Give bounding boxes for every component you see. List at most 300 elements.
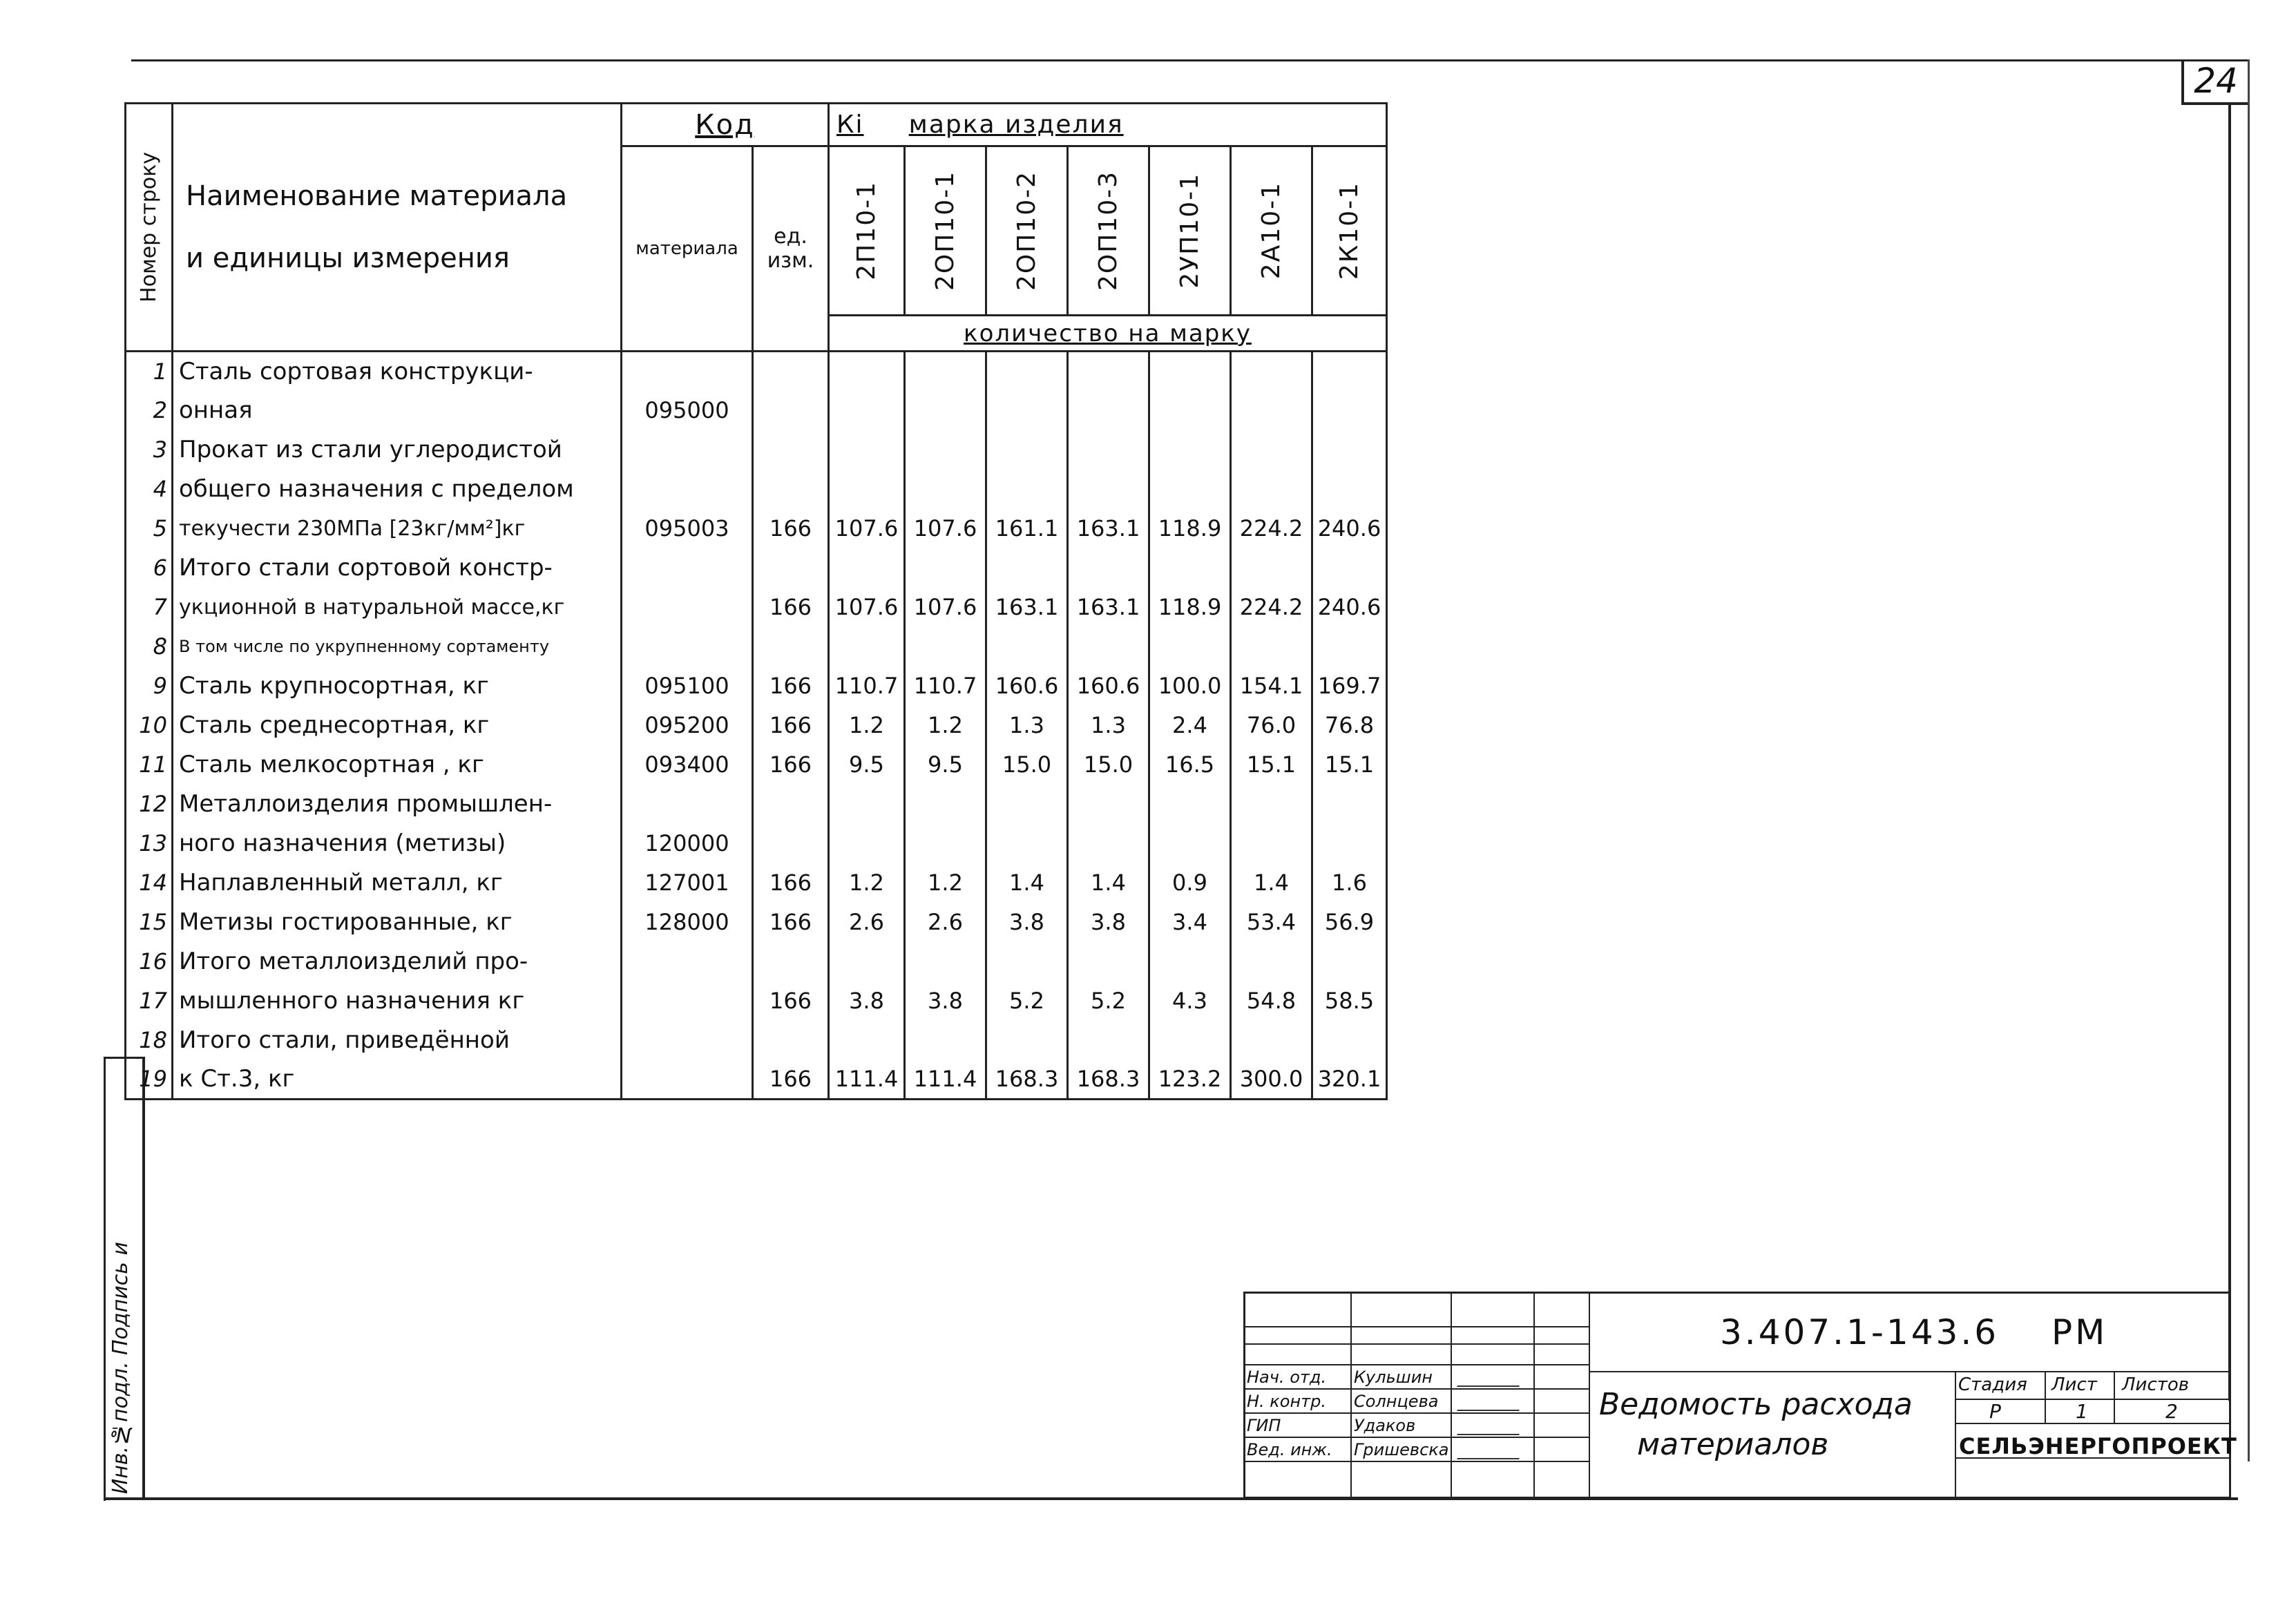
qty-value: 1.2 (928, 870, 963, 896)
material-name: Сталь среднесортная, кг (179, 711, 490, 739)
qty-value-cell (1068, 785, 1149, 824)
qty-value: 111.4 (913, 1066, 977, 1093)
material-code: 095200 (644, 712, 729, 738)
code-group-header-cell (622, 104, 829, 146)
qty-value: 5.2 (1091, 988, 1126, 1014)
mark-header-cell (986, 146, 1068, 316)
qty-value-cell (1068, 1021, 1149, 1060)
role-name: Гришевска (1354, 1440, 1449, 1459)
qty-value-cell (1312, 430, 1387, 470)
qty-value-cell (1312, 785, 1387, 824)
qty-value-cell (1231, 352, 1312, 391)
table-row (126, 785, 1387, 824)
unit-code-cell (753, 391, 829, 430)
material-name: укционной в натуральной массе,кг (179, 595, 565, 620)
tb-line (1243, 1343, 1589, 1345)
qty-value-cell (1231, 627, 1312, 666)
qty-value-cell (1312, 863, 1387, 903)
material-name-cell (173, 903, 622, 942)
unit-code-cell (753, 903, 829, 942)
unit-code: 166 (769, 712, 812, 738)
qty-value-cell (905, 863, 986, 903)
role-label: Нач. отд. (1247, 1368, 1327, 1387)
qty-value: 53.4 (1246, 909, 1297, 935)
frame-right-inner (2228, 102, 2231, 1401)
qty-value-cell (905, 745, 986, 785)
qty-value: 107.6 (913, 515, 977, 541)
qty-value-cell (829, 627, 905, 666)
unit-code: 166 (769, 988, 812, 1014)
material-name: ного назначения (метизы) (179, 829, 506, 857)
qty-value-cell (1068, 1060, 1149, 1100)
qty-value-cell (905, 981, 986, 1021)
role-label: ГИП (1247, 1416, 1281, 1435)
qty-value-cell (1149, 548, 1231, 588)
qty-value-cell (986, 588, 1068, 627)
qty-label-cell (829, 316, 1387, 352)
unit-code: 166 (769, 673, 812, 699)
unit-code: 166 (769, 594, 812, 620)
qty-value: 160.6 (1076, 673, 1140, 699)
table-row (126, 470, 1387, 509)
unit-code-cell (753, 548, 829, 588)
table-row (126, 430, 1387, 470)
qty-value: 3.8 (849, 988, 884, 1014)
qty-value-cell (986, 981, 1068, 1021)
qty-value-cell (1068, 588, 1149, 627)
mark-header-cell (1149, 146, 1231, 316)
row-number-cell (126, 706, 173, 745)
material-name: Сталь мелкосортная , кг (179, 751, 484, 778)
organization-name: СЕЛЬЭНЕРГОПРОЕКТ (1959, 1433, 2237, 1459)
qty-value: 1.2 (849, 870, 884, 896)
mark-header-cell (1312, 146, 1387, 316)
qty-value-cell (1231, 942, 1312, 981)
qty-value: 110.7 (834, 673, 899, 699)
material-code-cell (622, 627, 753, 666)
mark-header-cell (1068, 146, 1149, 316)
unit-code-cell (753, 706, 829, 745)
row-number: 10 (139, 712, 167, 738)
unit-code: 166 (769, 1066, 812, 1093)
row-number: 17 (139, 988, 167, 1014)
table-row (126, 863, 1387, 903)
qty-value-cell (1231, 1060, 1312, 1100)
table-row (126, 548, 1387, 588)
row-number-cell (126, 903, 173, 942)
row-number-cell (126, 785, 173, 824)
tb-line (1955, 1371, 1956, 1499)
material-code: 095000 (644, 397, 729, 423)
qty-value: 1.3 (1009, 712, 1044, 738)
sheets-label: Листов (2122, 1374, 2190, 1395)
qty-value-cell (986, 706, 1068, 745)
qty-value-cell (1312, 1021, 1387, 1060)
document-code: РМ (2051, 1312, 2108, 1352)
material-code-cell (622, 391, 753, 430)
table-row (126, 942, 1387, 981)
material-name: мышленного назначения кг (179, 987, 525, 1015)
material-code-cell (622, 824, 753, 863)
material-name: к Ст.3, кг (179, 1065, 295, 1093)
table-row (126, 1021, 1387, 1060)
qty-value-cell (1231, 391, 1312, 430)
qty-value: 118.9 (1158, 515, 1222, 541)
material-code-cell (622, 785, 753, 824)
row-number: 18 (139, 1027, 167, 1053)
qty-value-cell (905, 903, 986, 942)
qty-value-cell (1312, 509, 1387, 548)
row-number: 4 (153, 476, 167, 502)
qty-value: 5.2 (1009, 988, 1044, 1014)
row-number-cell (126, 1021, 173, 1060)
role-label: Вед. инж. (1247, 1440, 1332, 1459)
material-code-cell (622, 706, 753, 745)
qty-value: 3.4 (1172, 909, 1207, 935)
qty-value-cell (1068, 548, 1149, 588)
qty-value: 224.2 (1239, 594, 1303, 620)
marks-group-header-cell (829, 104, 1387, 146)
table-row (126, 1060, 1387, 1100)
qty-value-cell (1149, 863, 1231, 903)
qty-value-cell (1068, 352, 1149, 391)
qty-value: 240.6 (1317, 515, 1381, 541)
row-number-cell (126, 470, 173, 509)
row-number: 7 (153, 594, 167, 620)
qty-value: 1.2 (849, 712, 884, 738)
qty-value-cell (905, 824, 986, 863)
qty-value-cell (1149, 824, 1231, 863)
marks-group-prefix: Кі (836, 111, 864, 139)
qty-value: 1.3 (1091, 712, 1126, 738)
qty-value-cell (1312, 824, 1387, 863)
material-name-cell (173, 588, 622, 627)
unit-code: 166 (769, 515, 812, 541)
qty-value-cell (1231, 470, 1312, 509)
row-number: 15 (139, 909, 167, 935)
material-name-cell (173, 430, 622, 470)
qty-value-cell (1149, 470, 1231, 509)
qty-value-cell (986, 785, 1068, 824)
material-name: Металлоизделия промышлен- (179, 790, 553, 818)
qty-value: 3.8 (1091, 909, 1126, 935)
qty-value-cell (1231, 666, 1312, 706)
qty-value: 1.4 (1254, 870, 1289, 896)
qty-value-cell (986, 666, 1068, 706)
material-name: Наплавленный металл, кг (179, 869, 503, 896)
row-number: 5 (153, 515, 167, 541)
frame-right-outer (2248, 59, 2250, 1461)
material-code-cell (622, 903, 753, 942)
qty-value-cell (829, 352, 905, 391)
signature-mark (1457, 1365, 1527, 1387)
qty-value-cell (1149, 666, 1231, 706)
qty-value: 56.9 (1324, 909, 1375, 935)
unit-code-cell (753, 430, 829, 470)
code-material-header-cell (622, 146, 753, 352)
material-name-cell (173, 824, 622, 863)
signature-mark (1457, 1437, 1527, 1459)
qty-value-cell (1312, 942, 1387, 981)
unit-code-cell (753, 863, 829, 903)
qty-value-cell (905, 942, 986, 981)
mark-header-cell (829, 146, 905, 316)
role-label: Н. контр. (1247, 1392, 1327, 1411)
qty-value: 3.8 (928, 988, 963, 1014)
qty-value-cell (986, 903, 1068, 942)
mark-header: 2ОП10-1 (931, 170, 959, 291)
row-number-cell (126, 981, 173, 1021)
table-row (126, 588, 1387, 627)
materials-table (124, 102, 1388, 1100)
qty-value: 240.6 (1317, 594, 1381, 620)
qty-value: 100.0 (1158, 673, 1222, 699)
qty-value-cell (1068, 627, 1149, 666)
qty-value: 3.8 (1009, 909, 1044, 935)
unit-code-cell (753, 981, 829, 1021)
qty-value-cell (1068, 981, 1149, 1021)
qty-value: 58.5 (1324, 988, 1375, 1014)
material-code-cell (622, 470, 753, 509)
material-name: Сталь крупносортная, кг (179, 672, 489, 700)
qty-value-cell (1312, 1060, 1387, 1100)
tb-line (1243, 1326, 1589, 1327)
qty-value: 15.0 (1083, 751, 1133, 778)
material-name-cell (173, 666, 622, 706)
row-number: 12 (139, 791, 167, 817)
qty-value-cell (1068, 430, 1149, 470)
unit-code-cell (753, 942, 829, 981)
material-name-cell (173, 981, 622, 1021)
unit-code: 166 (769, 870, 812, 896)
role-name: Солнцева (1354, 1392, 1439, 1411)
table-row (126, 981, 1387, 1021)
qty-value-cell (829, 785, 905, 824)
qty-value: 1.4 (1009, 870, 1044, 896)
left-stamp-text: Инв.№подл. Подпись и (108, 1241, 133, 1494)
qty-value-cell (1312, 352, 1387, 391)
qty-value-cell (1231, 706, 1312, 745)
qty-value-cell (1149, 509, 1231, 548)
marks-group-header: марка изделия (908, 111, 1124, 139)
qty-value-cell (1068, 824, 1149, 863)
qty-value: 9.5 (849, 751, 884, 778)
qty-value-cell (986, 470, 1068, 509)
qty-value-cell (1231, 903, 1312, 942)
material-name: Сталь сортовая конструкци- (179, 357, 533, 385)
row-number-cell (126, 391, 173, 430)
material-name: Итого металлоизделий про- (179, 948, 528, 975)
qty-value-cell (905, 666, 986, 706)
tb-line (1243, 1388, 1589, 1390)
qty-value-cell (1312, 706, 1387, 745)
table-row (126, 391, 1387, 430)
material-name: Итого стали сортовой констр- (179, 554, 553, 582)
qty-value: 1.2 (928, 712, 963, 738)
material-name-cell (173, 470, 622, 509)
qty-value: 15.1 (1324, 751, 1375, 778)
qty-value-cell (905, 706, 986, 745)
material-name-cell (173, 706, 622, 745)
qty-value: 4.3 (1172, 988, 1207, 1014)
qty-value-cell (986, 509, 1068, 548)
unit-code-cell (753, 745, 829, 785)
tb-line (1243, 1461, 1589, 1462)
mark-header-cell (1231, 146, 1312, 316)
row-number: 2 (153, 397, 167, 423)
qty-value: 54.8 (1246, 988, 1297, 1014)
material-code: 128000 (644, 909, 729, 935)
row-number: 19 (139, 1066, 167, 1093)
tb-line (1533, 1292, 1535, 1499)
name-header-line2: и единицы измерения (186, 242, 510, 274)
tb-line (1243, 1412, 1589, 1414)
mark-header: 2А10-1 (1257, 182, 1285, 280)
document-number: 3.407.1-143.6 (1720, 1312, 2000, 1352)
qty-value-cell (905, 470, 986, 509)
qty-value-cell (1149, 903, 1231, 942)
material-code-cell (622, 1021, 753, 1060)
table-row (126, 903, 1387, 942)
qty-value-cell (1068, 706, 1149, 745)
code-unit-header-cell (753, 146, 829, 352)
stage-value: Р (1989, 1400, 2001, 1423)
row-number: 6 (153, 555, 167, 581)
row-number: 9 (153, 673, 167, 699)
qty-value-cell (1068, 470, 1149, 509)
table-row (126, 352, 1387, 391)
material-code-cell (622, 509, 753, 548)
qty-value-cell (1231, 1021, 1312, 1060)
tb-line (2114, 1371, 2115, 1423)
qty-value: 0.9 (1172, 870, 1207, 896)
qty-value-cell (905, 588, 986, 627)
qty-value: 161.1 (995, 515, 1059, 541)
qty-value-cell (829, 903, 905, 942)
sheet-number: 24 (2181, 59, 2248, 105)
tb-line (1243, 1437, 1589, 1438)
row-number-header: Номер строку (137, 152, 161, 303)
material-name-cell (173, 785, 622, 824)
qty-value-cell (829, 666, 905, 706)
qty-value-cell (1149, 942, 1231, 981)
tb-line (1243, 1364, 1589, 1365)
qty-value-cell (905, 1060, 986, 1100)
unit-code-cell (753, 1021, 829, 1060)
document-title-line1: Ведомость расхода (1599, 1387, 1913, 1422)
qty-value-cell (905, 785, 986, 824)
qty-value-cell (1312, 470, 1387, 509)
qty-value-cell (1149, 430, 1231, 470)
mark-header: 2ОП10-3 (1094, 170, 1122, 291)
row-number-cell (126, 824, 173, 863)
qty-value-cell (1231, 745, 1312, 785)
qty-value-cell (1149, 1060, 1231, 1100)
unit-code-cell (753, 470, 829, 509)
mark-header: 2П10-1 (852, 181, 881, 280)
qty-value-cell (1149, 352, 1231, 391)
qty-value: 169.7 (1317, 673, 1381, 699)
qty-value-cell (1312, 903, 1387, 942)
tb-line (2045, 1371, 2046, 1423)
qty-value-cell (829, 588, 905, 627)
table-row (126, 706, 1387, 745)
qty-value-cell (1068, 745, 1149, 785)
qty-value-cell (829, 1060, 905, 1100)
qty-value-cell (1312, 666, 1387, 706)
unit-code-cell (753, 509, 829, 548)
table-row (126, 666, 1387, 706)
qty-value: 163.1 (1076, 594, 1140, 620)
qty-value-cell (986, 627, 1068, 666)
material-name-cell (173, 548, 622, 588)
table-row (126, 627, 1387, 666)
material-name: Прокат из стали углеродистой (179, 436, 562, 463)
material-code-cell (622, 430, 753, 470)
qty-value-cell (1231, 588, 1312, 627)
qty-value: 1.6 (1332, 870, 1367, 896)
qty-value-cell (829, 706, 905, 745)
material-name-cell (173, 352, 622, 391)
row-number-cell (126, 745, 173, 785)
qty-value-cell (1312, 745, 1387, 785)
qty-value: 111.4 (834, 1066, 899, 1093)
qty-value-cell (1149, 745, 1231, 785)
qty-value-cell (986, 352, 1068, 391)
material-code-cell (622, 548, 753, 588)
qty-value-cell (1068, 903, 1149, 942)
qty-value-cell (1312, 588, 1387, 627)
qty-value-cell (986, 548, 1068, 588)
row-number: 3 (153, 437, 167, 463)
role-name: Кульшин (1354, 1368, 1433, 1387)
row-number-cell (126, 863, 173, 903)
row-number: 8 (153, 633, 167, 660)
qty-value: 300.0 (1239, 1066, 1303, 1093)
qty-value-cell (1149, 627, 1231, 666)
signature-mark (1457, 1413, 1527, 1435)
qty-value-cell (829, 863, 905, 903)
tb-line (1350, 1292, 1352, 1499)
qty-value-cell (1149, 981, 1231, 1021)
qty-value-cell (986, 863, 1068, 903)
qty-value-cell (829, 470, 905, 509)
qty-value-cell (1231, 785, 1312, 824)
code-group-header: Код (695, 108, 755, 141)
qty-value: 9.5 (928, 751, 963, 778)
qty-value: 154.1 (1239, 673, 1303, 699)
material-name-cell (173, 745, 622, 785)
qty-value-cell (905, 1021, 986, 1060)
row-number: 13 (139, 830, 167, 856)
unit-code-cell (753, 1060, 829, 1100)
left-margin-stamp (104, 1057, 144, 1501)
qty-value-cell (1231, 509, 1312, 548)
material-name: текучести 230МПа [23кг/мм²]кг (179, 516, 526, 541)
material-name-cell (173, 509, 622, 548)
material-name-cell (173, 942, 622, 981)
qty-value: 163.1 (1076, 515, 1140, 541)
material-code-cell (622, 981, 753, 1021)
qty-value: 2.6 (849, 909, 884, 935)
unit-code-cell (753, 588, 829, 627)
qty-value-cell (1231, 824, 1312, 863)
qty-label: количество на марку (964, 319, 1252, 347)
qty-value-cell (1149, 1021, 1231, 1060)
document-title (1599, 1385, 1913, 1465)
qty-value: 76.0 (1246, 712, 1297, 738)
material-code-cell (622, 942, 753, 981)
